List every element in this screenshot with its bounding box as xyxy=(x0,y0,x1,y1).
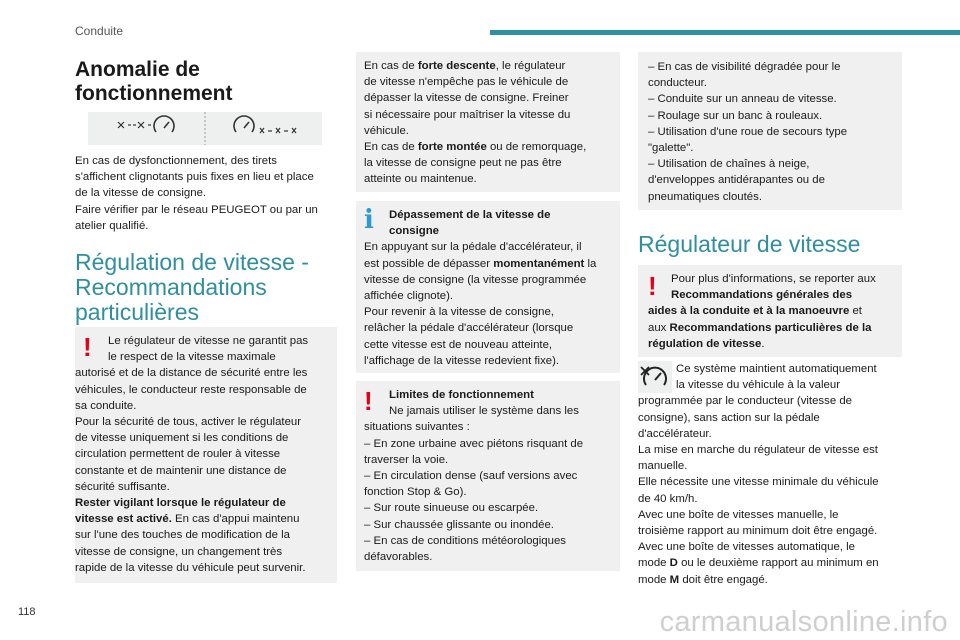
text-line: En appuyant sur la pédale d'accélérateur, il xyxy=(364,241,582,254)
text-span: est possible de dépasser xyxy=(364,257,494,270)
text-line: consigne), sans action sur la pédale xyxy=(638,411,820,424)
text-line: d'accélérateur. xyxy=(638,427,712,440)
title-line: particulières xyxy=(75,299,199,325)
text-line: l'affichage de la vitesse redevient fixe). xyxy=(364,354,560,367)
text-line: – Conduite sur un anneau de vitesse. xyxy=(648,93,837,106)
warning-box-safety xyxy=(75,327,337,583)
text-span: ou le deuxième rapport au minimum en xyxy=(677,557,879,570)
header-accent-bar xyxy=(490,30,960,35)
bold-text: régulation de vitesse xyxy=(648,337,762,350)
text-span: aux xyxy=(648,321,670,334)
text-line: autorisé et de la distance de sécurité entre les xyxy=(75,367,308,380)
info-icon: i xyxy=(364,205,374,235)
bold-text: M xyxy=(669,573,680,586)
warning-box-reference xyxy=(638,265,902,357)
text-line: circulation permettent de rouler à vitesse xyxy=(75,448,281,461)
text-line: relâcher la pédale d'accélérateur (lorsque xyxy=(364,322,574,335)
text-span: la xyxy=(584,257,597,270)
text-line: programmée par le conducteur (vitesse de xyxy=(638,395,852,408)
text-line: atteinte ou maintenue. xyxy=(364,173,477,186)
text-line: situations suivantes : xyxy=(364,421,470,434)
watermark: carmanualsonline.info xyxy=(659,606,948,638)
text-line: – En cas de conditions météorologiques xyxy=(364,534,566,547)
warning-icon: ! xyxy=(648,271,657,301)
text-line: En cas de dysfonctionnement, des tirets xyxy=(75,155,277,167)
text-line: Faire vérifier par le réseau PEUGEOT ou par un xyxy=(75,203,318,216)
title-line: Régulation de vitesse - xyxy=(75,249,309,275)
text-line: Ce système maintient automatiquement xyxy=(676,363,877,375)
text-line: vitesse de consigne (la vitesse programmée xyxy=(364,273,587,286)
bold-text: forte descente xyxy=(417,60,496,72)
regulation-title xyxy=(75,250,340,325)
text-line: défavorables. xyxy=(364,551,433,564)
text-line: Le régulateur de vitesse ne garantit pas xyxy=(108,335,309,347)
text-line: fonction Stop & Go). xyxy=(364,486,467,499)
bold-text: D xyxy=(669,557,678,570)
text-line: – Sur route sinueuse ou escarpée. xyxy=(364,502,539,515)
text-line: affichée clignote). xyxy=(364,290,454,303)
section-title: Régulateur de vitesse xyxy=(638,231,861,257)
info-title: Dépassement de la vitesse de xyxy=(389,209,551,221)
text-line: troisième rapport au minimum doit être engagé. xyxy=(638,525,878,538)
speedometer-dashes-left-icon xyxy=(118,116,174,132)
text-span: ou de remorquage, xyxy=(486,141,587,154)
text-line: pneumatiques cloutés. xyxy=(648,190,762,203)
text-line: – Utilisation de chaînes à neige, xyxy=(648,158,810,171)
text-line: conducteur. xyxy=(648,77,707,90)
text-line: atelier qualifié. xyxy=(75,219,149,232)
text-line: – En cas de visibilité dégradée pour le xyxy=(648,61,841,73)
text-line: Avec une boîte de vitesses manuelle, le xyxy=(638,508,839,521)
bold-text: Rester vigilant lorsque le régulateur de xyxy=(75,497,286,510)
text-line: sécurité suffisante. xyxy=(75,480,170,493)
text-line: si nécessaire pour maîtriser la vitesse du xyxy=(364,108,571,121)
text-span: , le régulateur xyxy=(495,60,566,72)
bold-text: Recommandations générales des xyxy=(671,289,853,302)
info-box-exceed-speed xyxy=(356,201,620,373)
bold-text: momentanément xyxy=(493,257,585,270)
info-title: consigne xyxy=(389,225,440,238)
text-line: véhicule. xyxy=(364,124,409,137)
text-line: dépasser la vitesse de consigne. Freiner xyxy=(364,92,569,105)
warning-icon: ! xyxy=(83,332,92,362)
text-line: s'affichent clignotants puis fixes en lieu et place xyxy=(75,171,314,184)
text-line: le respect de la vitesse maximale xyxy=(108,351,276,364)
text-line: de vitesse uniquement si les conditions de xyxy=(75,432,289,445)
text-line: – Roulage sur un banc à rouleaux. xyxy=(648,109,823,122)
text-line: Elle nécessite une vitesse minimale du véhicule xyxy=(638,476,879,489)
text-line: – Sur chaussée glissante ou inondée. xyxy=(364,518,554,531)
anomalie-title-line-1: Anomalie de xyxy=(75,58,200,81)
text-line: cette vitesse est de nouveau atteinte, xyxy=(364,338,553,351)
anomalie-text xyxy=(75,153,340,234)
text-span: mode xyxy=(638,573,670,586)
text-line: de vitesse n'empêche pas le véhicule de xyxy=(364,76,569,89)
title-line: Recommandations xyxy=(75,274,267,300)
text-line: la vitesse du véhicule à la valeur xyxy=(676,379,840,392)
anomalie-title-line-2: fonctionnement xyxy=(75,82,233,105)
text-line: rapide de la vitesse du véhicule peut survenir. xyxy=(75,561,306,574)
text-line: vitesse de consigne, un changement très xyxy=(75,545,283,558)
text-line: – En zone urbaine avec piétons risquant de xyxy=(364,437,584,450)
text-line: Pour revenir à la vitesse de consigne, xyxy=(364,306,554,319)
text-line: de la vitesse de consigne. xyxy=(75,187,207,200)
dash-display-icons xyxy=(88,112,322,145)
section-header: Conduite xyxy=(75,24,124,38)
text-line: La mise en marche du régulateur de vitesse est xyxy=(638,444,878,457)
text-line: sa conduite. xyxy=(75,399,137,412)
page-number: 118 xyxy=(18,606,36,618)
text-span: En cas d'appui maintenu xyxy=(171,513,300,526)
text-line: manuelle. xyxy=(638,460,688,473)
bold-text: forte montée xyxy=(417,141,487,154)
text-line: sur l'une des touches de modification de la xyxy=(75,529,290,542)
bold-text: aides à la conduite et à la manoeuvre xyxy=(648,305,850,318)
warning-title: Limites de fonctionnement xyxy=(389,389,534,401)
text-line: la vitesse de consigne peut ne pas être xyxy=(364,157,562,170)
text-span: doit être engagé. xyxy=(679,573,768,586)
bold-text: vitesse est activé. xyxy=(75,513,172,526)
text-span: mode xyxy=(638,557,670,570)
descent-box xyxy=(356,52,620,192)
text-span: En cas de xyxy=(364,60,418,72)
bold-text: Recommandations particulières de la xyxy=(669,321,872,334)
text-span: et xyxy=(849,305,862,318)
text-line: traverser la voie. xyxy=(364,453,449,466)
text-span: . xyxy=(761,337,765,350)
anomalie-title xyxy=(75,58,335,106)
text-line: – En circulation dense (sauf versions avec xyxy=(364,470,578,483)
regulateur-title xyxy=(638,232,902,257)
text-line: "galette". xyxy=(648,142,694,155)
warning-box-limits xyxy=(356,381,620,571)
text-span: En cas de xyxy=(364,141,418,154)
text-line: Pour la sécurité de tous, activer le régulateur xyxy=(75,416,302,429)
text-line: d'enveloppes antidérapantes ou de xyxy=(648,174,825,187)
warning-icon: ! xyxy=(364,386,373,416)
text-line: Pour plus d'informations, se reporter aux xyxy=(671,273,876,285)
speedometer-dashes-right-icon xyxy=(234,116,296,133)
system-description xyxy=(638,361,904,588)
text-line: Ne jamais utiliser le système dans les xyxy=(389,405,579,418)
text-line: – Utilisation d'une roue de secours type xyxy=(648,125,848,138)
limits-continued-box xyxy=(638,52,902,210)
text-line: constante et de maintenir une distance de xyxy=(75,464,287,477)
text-line: de 40 km/h. xyxy=(638,492,698,505)
text-line: Avec une boîte de vitesses automatique, le xyxy=(638,541,855,554)
text-line: véhicules, le conducteur reste responsable de xyxy=(75,383,307,396)
